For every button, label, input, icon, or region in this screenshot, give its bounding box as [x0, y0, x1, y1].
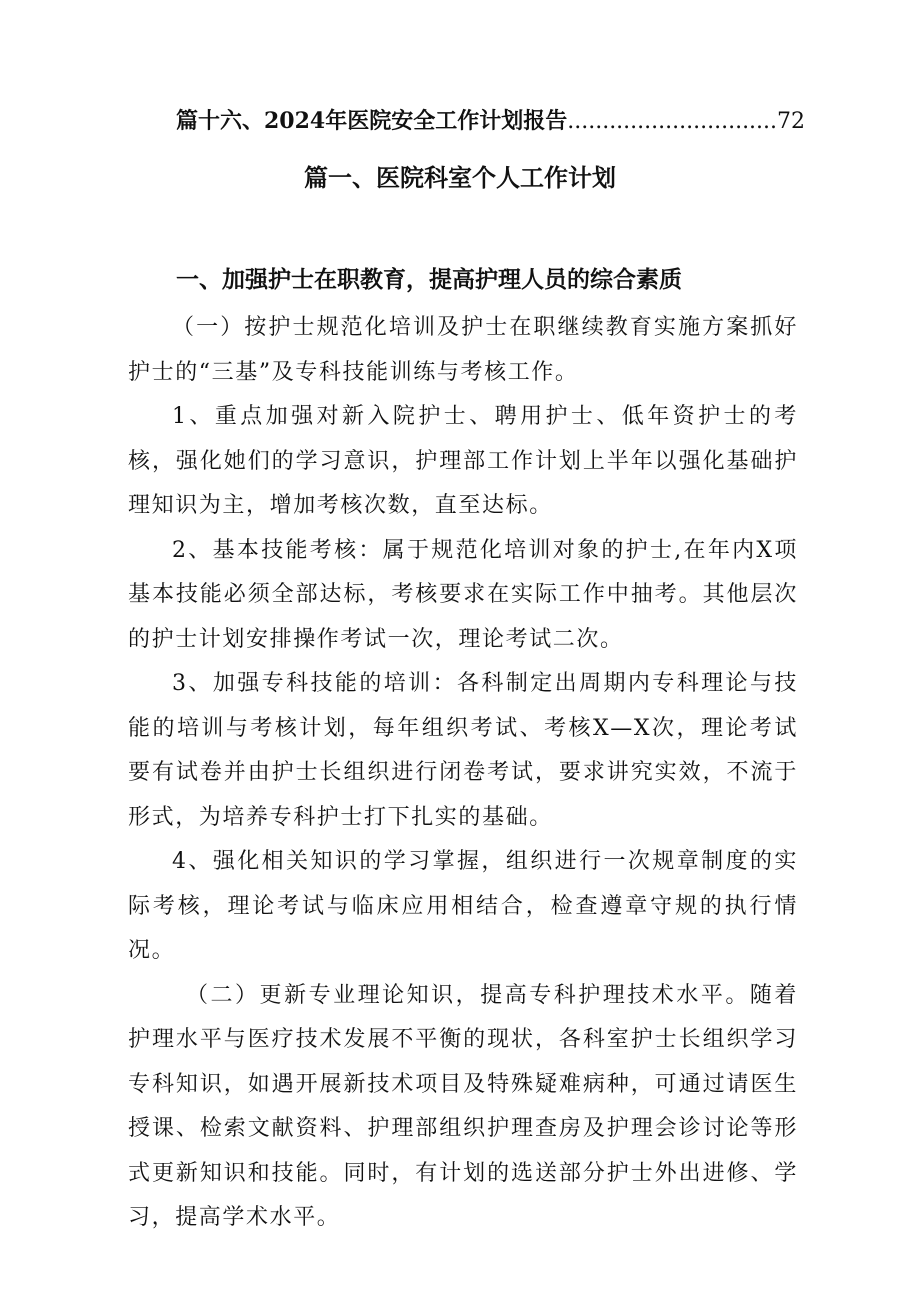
toc-entry-title: 篇十六、2024年医院安全工作计划报告 [176, 108, 568, 134]
document-body [128, 306, 798, 1241]
paragraph-1: （一）按护士规范化培训及护士在职继续教育实施方案抓好护士的“三基”及专科技能训练与考核工作。 [128, 315, 798, 385]
paragraph-4: 3、加强专科技能的培训：各科制定出周期内专科理论与技能的培训与考核计划，每年组织考试、考核X—X次，理论考试要有试卷并由护士长组织进行闭卷考试，要求讲究实效，不流于形式，为培养专科护士打下扎实的基础。 [128, 671, 798, 830]
toc-entry[interactable] [176, 104, 806, 139]
section-heading: 一、加强护士在职教育，提高护理人员的综合素质 [176, 266, 682, 293]
paragraph-6: （二）更新专业理论知识，提高专科护理技术水平。随着护理水平与医疗技术发展不平衡的现状，各科室护士长组织学习专科知识，如遇开展新技术项目及特殊疑难病种，可通过请医生授课、检索文献资料、护理部组织护理查房及护理会诊讨论等形式更新知识和技能。同时，有计划的选送部分护士外出进修、学习，提高学术水平。 [128, 982, 798, 1230]
paragraph-3: 2、基本技能考核：属于规范化培训对象的护士,在年内X项基本技能必须全部达标，考核要求在实际工作中抽考。其他层次的护士计划安排操作考试一次，理论考试二次。 [128, 537, 798, 652]
paragraph-5: 4、强化相关知识的学习掌握，组织进行一次规章制度的实际考核，理论考试与临床应用相结合，检查遵章守规的执行情况。 [128, 849, 798, 963]
paragraph-2: 1、重点加强对新入院护士、聘用护士、低年资护士的考核，强化她们的学习意识，护理部工作计划上半年以强化基础护理知识为主，增加考核次数，直至达标。 [128, 404, 798, 518]
document-title: 篇一、医院科室个人工作计划 [304, 163, 616, 192]
toc-leader-dots: .............................. [567, 109, 778, 134]
toc-page-number: 72 [777, 109, 806, 134]
